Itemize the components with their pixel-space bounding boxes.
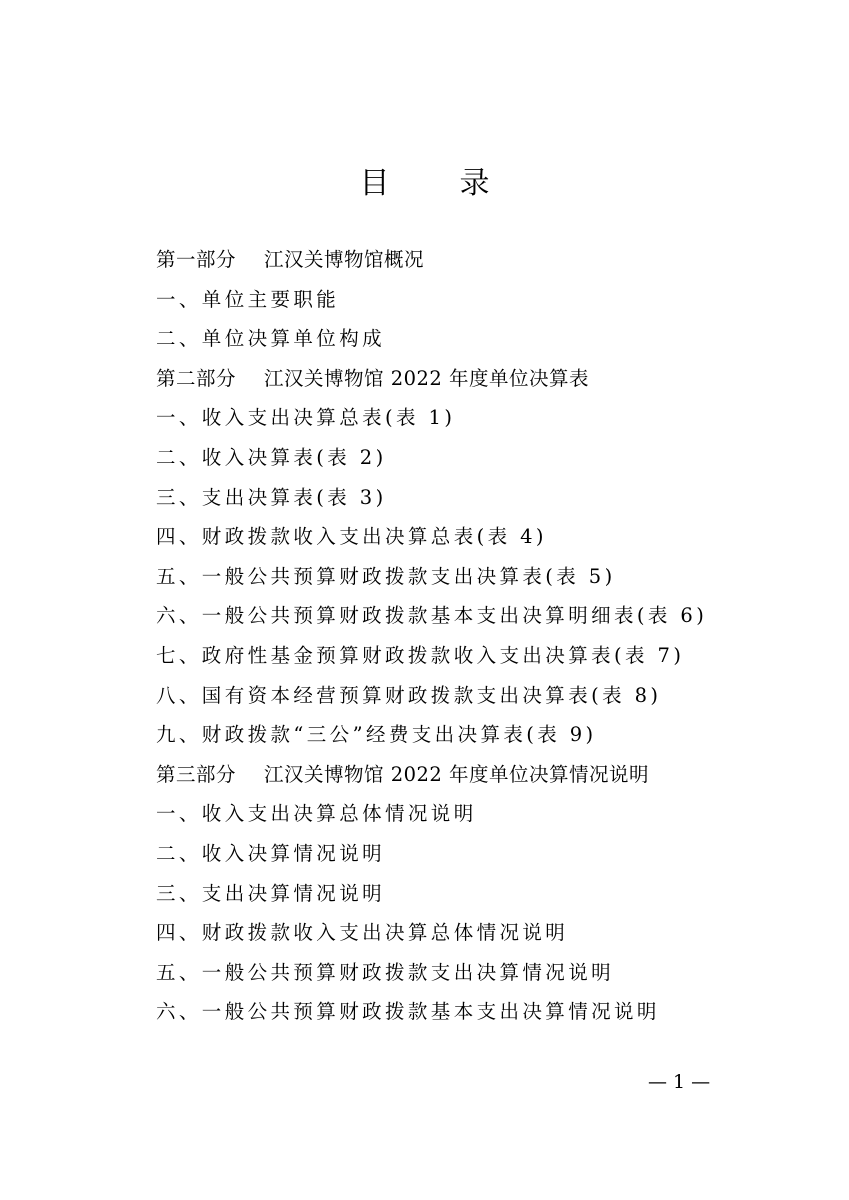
toc-item: 三、支出决算情况说明 — [156, 881, 386, 905]
page-title-char-1: 目 — [359, 166, 390, 202]
toc-item: 六、一般公共预算财政拨款基本支出决算明细表(表 6) — [156, 604, 708, 628]
page-title-char-2: 录 — [459, 166, 490, 202]
toc-section-label: 第一部分 — [156, 248, 237, 271]
toc-item: 四、财政拨款收入支出决算总表(表 4) — [156, 525, 547, 549]
toc-item: 二、单位决算单位构成 — [156, 327, 386, 351]
toc-section-name: 江汉关博物馆 2022 年度单位决算情况说明 — [264, 762, 650, 786]
toc-section-label: 第二部分 — [156, 366, 237, 390]
toc-section-label: 第三部分 — [156, 762, 237, 786]
toc-section-part-1 — [156, 240, 776, 280]
page-number: — 1 — — [648, 1071, 711, 1093]
toc-item: 一、单位主要职能 — [156, 287, 340, 311]
toc-item: 一、收入支出决算总体情况说明 — [156, 802, 477, 826]
toc-section-name: 江汉关博物馆 2022 年度单位决算表 — [264, 366, 590, 390]
toc-item: 六、一般公共预算财政拨款基本支出决算情况说明 — [156, 1000, 660, 1024]
toc-section-part-2 — [156, 359, 776, 399]
toc-item: 七、政府性基金预算财政拨款收入支出决算表(表 7) — [156, 643, 685, 667]
toc-item: 八、国有资本经营预算财政拨款支出决算表(表 8) — [156, 683, 662, 707]
toc-item: 二、收入决算表(表 2) — [156, 445, 387, 469]
toc-item: 五、一般公共预算财政拨款支出决算表(表 5) — [156, 564, 616, 588]
toc-item: 九、财政拨款“三公”经费支出决算表(表 9) — [156, 723, 597, 747]
toc-section-name: 江汉关博物馆概况 — [264, 248, 425, 271]
toc-item: 二、收入决算情况说明 — [156, 841, 386, 865]
toc-item: 三、支出决算表(表 3) — [156, 485, 387, 509]
toc-section-part-3 — [156, 755, 776, 795]
table-of-contents — [156, 240, 776, 1032]
toc-item: 一、收入支出决算总表(表 1) — [156, 406, 456, 430]
page-title — [0, 160, 849, 208]
toc-item: 四、财政拨款收入支出决算总体情况说明 — [156, 921, 569, 945]
toc-item: 五、一般公共预算财政拨款支出决算情况说明 — [156, 960, 615, 984]
